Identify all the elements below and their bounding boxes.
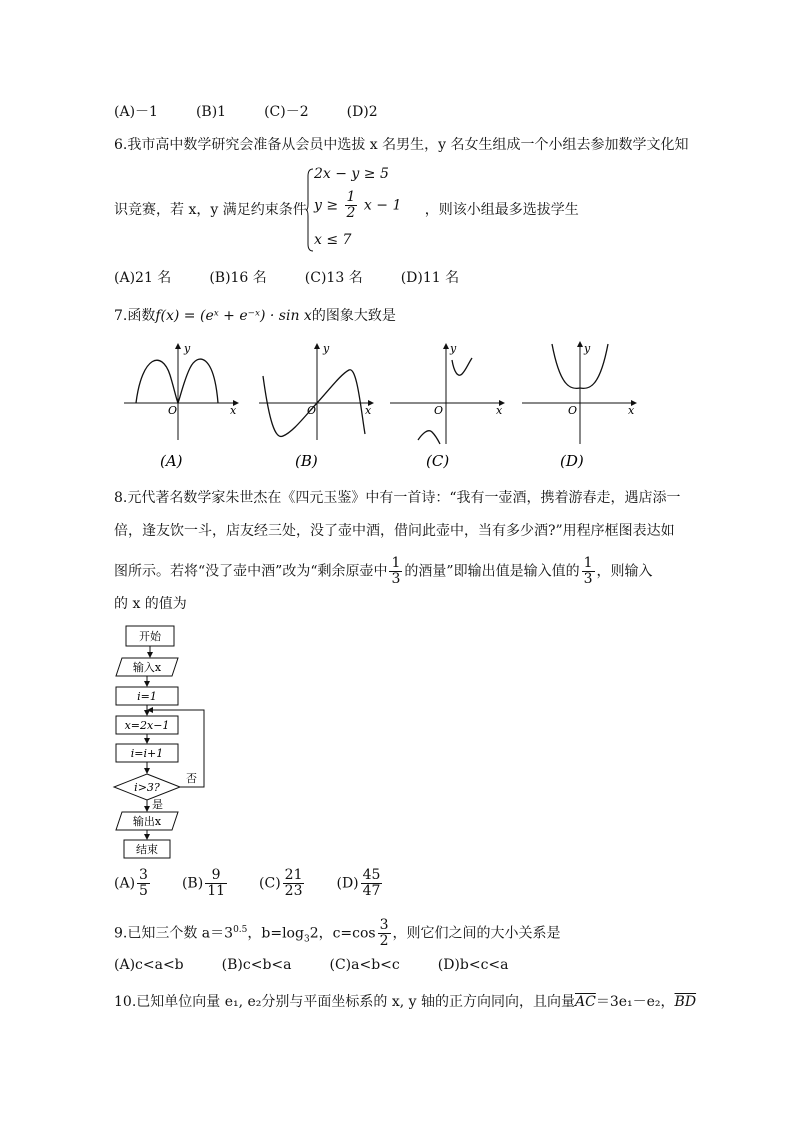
flow-input: 输入x	[132, 661, 162, 674]
q7-line	[114, 306, 396, 326]
q6-options	[114, 268, 497, 288]
flow-end: 结束	[136, 843, 158, 856]
q8-option-b-frac	[205, 868, 227, 899]
y-label: y	[323, 342, 330, 355]
q8-line3-c: ，则输入	[596, 563, 653, 580]
x-label: x	[365, 404, 372, 417]
q6-frac-num: 1	[346, 189, 356, 205]
q8-line3-a: 图所示。若将“没了壶中酒”改为“剩余原壶中	[114, 563, 388, 580]
q8-frac2-num: 1	[583, 555, 593, 571]
y-label: y	[584, 342, 591, 355]
q7-graph-c	[390, 342, 504, 470]
y-label: y	[184, 342, 191, 355]
q9-frac-den: 2	[379, 933, 389, 949]
q7-graph-a	[124, 342, 238, 470]
q5-option-c: (C)－2	[264, 104, 309, 120]
origin-label: O	[168, 404, 178, 417]
q10-vec-bd: $\overline{BD}$	[674, 994, 697, 1010]
q8-option-c-num: 21	[284, 867, 303, 883]
q9-text-d: ，则它们之间的大小关系是	[392, 925, 561, 942]
flow-step1: x=2x−1	[124, 719, 170, 732]
q7-prefix: 7.函数	[114, 308, 156, 324]
origin-label: O	[434, 404, 444, 417]
q8-option-a-label: (A)	[114, 875, 136, 892]
q8-option-b-label: (B)	[181, 875, 204, 892]
q6-option-a: (A)21 名	[114, 270, 172, 286]
q9-frac-num: 3	[379, 917, 389, 933]
q6-line1: 6.我市高中数学研究会准备从会员中选拔 x 名男生，y 名女生组成一个小组去参加数学文化知	[114, 137, 689, 153]
q9-option-a: (A)c<a<b	[114, 957, 184, 973]
q6-option-d: (D)11 名	[400, 270, 460, 286]
q8-line3	[114, 556, 653, 587]
q8-option-c	[259, 868, 306, 899]
q5-option-d: (D)2	[346, 104, 378, 120]
graph-label-c: (C)	[426, 452, 450, 470]
q7-suffix: 的图象大致是	[311, 308, 396, 324]
q7-formula: f(x) = (eˣ + e⁻ˣ) · sin x	[155, 308, 312, 324]
q5-options	[114, 102, 416, 122]
q6-line2-suffix: ，则该小组最多选拔学生	[424, 202, 579, 218]
q9-option-b: (B)c<b<a	[221, 957, 292, 973]
x-label: x	[628, 404, 635, 417]
q7-graph-b	[259, 342, 373, 470]
q10-text: 10.已知单位向量 e₁, e₂分别与平面坐标系的 x, y 轴的正方向同向，且向量	[114, 994, 576, 1010]
q8-option-a-den: 5	[139, 883, 148, 899]
q8-frac1-den: 3	[391, 571, 401, 587]
q9-option-c: (C)a<b<c	[329, 957, 400, 973]
q5-option-b: (B)1	[195, 104, 227, 120]
q8-frac-1	[389, 556, 402, 587]
q8-option-c-frac	[283, 868, 305, 899]
q8-frac1-num: 1	[391, 555, 401, 571]
graph-label-b: (B)	[295, 452, 318, 470]
q7-graph-d	[522, 342, 636, 470]
curve-c-right	[452, 358, 472, 375]
flow-yes: 是	[152, 798, 163, 811]
q6-line2-prefix: 识竞赛，若 x，y 满足约束条件	[114, 202, 307, 218]
q6-constraint-2-left: y ≥	[314, 197, 339, 214]
q8-option-d-frac	[361, 868, 383, 899]
flow-start: 开始	[139, 630, 161, 643]
q8-line4: 的 x 的值为	[114, 596, 187, 612]
q8-line3-b: 的酒量”即输出值是输入值的	[404, 563, 580, 580]
q8-option-d-num: 45	[362, 867, 381, 883]
origin-label: O	[568, 404, 578, 417]
q8-option-b	[182, 868, 229, 899]
curve-a	[136, 359, 218, 403]
q10-line	[114, 992, 696, 1012]
q6-option-b: (B)16 名	[209, 270, 267, 286]
q10-eq1: ＝3e₁－e₂，	[595, 994, 675, 1010]
q6-constraint-2-right: x − 1	[363, 197, 402, 214]
q8-flowchart	[112, 622, 222, 860]
flow-init: i=1	[137, 690, 157, 703]
curve-c-left	[418, 431, 440, 444]
q9-options	[114, 955, 547, 975]
q8-option-b-den: 11	[207, 883, 226, 899]
q9-text-b: ，b=log	[247, 925, 304, 942]
q9-frac	[378, 918, 391, 949]
q9-text-a: 9.已知三个数 a＝3	[114, 925, 234, 942]
q8-option-c-label: (C)	[259, 875, 281, 892]
q8-option-a-frac	[137, 868, 150, 899]
q8-frac-2	[582, 556, 595, 587]
q6-option-c: (C)13 名	[304, 270, 363, 286]
q10-vec-ac: $\overline{AC}$	[575, 994, 596, 1010]
q7-graphs	[118, 340, 648, 475]
flow-output: 输出x	[132, 815, 162, 828]
q8-line2: 倍，逢友饮一斗，店友经三处，没了壶中酒，借问此壶中，当有多少酒?”用程序框图表达如	[114, 523, 675, 539]
q8-frac2-den: 3	[583, 571, 593, 587]
q9-text-c: 2，c=cos	[309, 925, 376, 942]
q6-constraint-2-frac	[345, 190, 358, 221]
q8-option-d	[336, 868, 384, 899]
graph-label-d: (D)	[560, 452, 584, 470]
q6-constraint-1: 2x − y ≥ 5	[314, 166, 389, 182]
q6-constraint-2	[314, 190, 401, 221]
y-label: y	[450, 342, 457, 355]
graph-label-a: (A)	[160, 452, 183, 470]
x-label: x	[230, 404, 237, 417]
q9-option-d: (D)b<c<a	[437, 957, 509, 973]
q8-option-c-den: 23	[284, 883, 303, 899]
q6-constraint-3: x ≤ 7	[314, 232, 352, 248]
q9-sub: 3	[303, 934, 310, 945]
flow-cond: i>3?	[134, 781, 160, 794]
q8-option-b-num: 9	[205, 868, 227, 884]
q9-line	[114, 918, 561, 949]
q9-exp: 0.5	[233, 924, 248, 935]
origin-label: O	[307, 404, 317, 417]
q8-option-d-den: 47	[362, 883, 381, 899]
q8-option-d-label: (D)	[336, 875, 359, 892]
q5-option-a: (A)－1	[114, 104, 158, 120]
q8-options	[114, 868, 414, 899]
flow-step2: i=i+1	[130, 747, 164, 760]
flow-no: 否	[186, 772, 197, 785]
q8-option-a-num: 3	[139, 867, 148, 883]
q8-line1: 8.元代著名数学家朱世杰在《四元玉鉴》中有一首诗：“我有一壶酒，携着游春走，遇店添一	[114, 490, 681, 506]
q8-option-a	[114, 868, 152, 899]
x-label: x	[496, 404, 503, 417]
q6-frac-den: 2	[346, 205, 356, 221]
q6-brace	[306, 168, 314, 252]
